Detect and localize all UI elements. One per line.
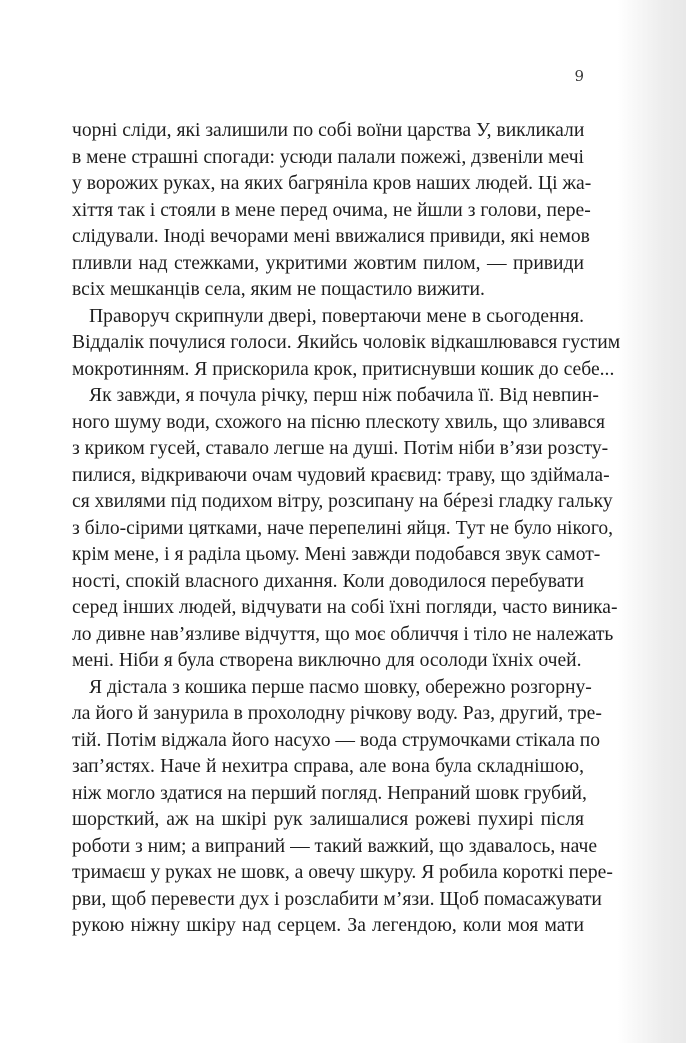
text-line: ся хвилями під подихом вітру, розсипану на бéрезі гладку гальку <box>72 491 613 512</box>
text-line: рукою ніжну шкіру над серцем. За легендою, коли моя мати <box>72 915 584 936</box>
text-line: Як завжди, я почула річку, перш ніж побачила її. Від невпин- <box>89 385 599 406</box>
text-line: всіх мешканців села, яким не пощастило вижити. <box>72 279 485 300</box>
text-line: з біло-сірими цятками, наче перепелині яйця. Тут не було нікого, <box>72 517 614 539</box>
text-line: роботи з ним; а випраний — такий важкий, що здавалось, наче <box>72 835 598 857</box>
text-line: ності, спокій власного дихання. Коли доводилося перебувати <box>72 570 584 592</box>
text-line: крім мене, і я раділа цьому. Мені завжди подобався звук самот- <box>72 544 601 565</box>
text-line: серед інших людей, відчувати на собі їхні погляди, часто виника- <box>72 597 618 618</box>
text-line: тримаєш у руках не шовк, а овечу шкуру. Я робила короткі пере- <box>72 862 613 883</box>
text-line: шорсткий, аж на шкірі рук залишалися рожеві пухирі після <box>72 809 584 830</box>
text-line: рви, щоб перевести дух і розслабити м’язи. Щоб помасажувати <box>72 888 602 910</box>
text-line: ніж могло здатися на перший погляд. Непраний шовк грубий, <box>72 782 587 804</box>
text-line: пливли над стежками, укритими жовтим пилом, — привиди <box>72 252 584 274</box>
text-line: в мене страшні спогади: усюди палали пожежі, дзвеніли мечі <box>72 146 584 168</box>
text-line: ло дивне нав’язливе відчуття, що моє обличчя і тіло не належать <box>72 623 614 645</box>
text-line: Праворуч скрипнули двері, повертаючи мене в сьогодення. <box>89 305 584 327</box>
text-line: з криком гусей, ставало легше на душі. Потім ніби в’язи розсту- <box>72 438 609 459</box>
paragraph <box>72 383 618 675</box>
text-line: ла його й занурила в прохолодну річкову воду. Раз, другий, тре- <box>72 703 602 724</box>
text-line: хіття так і стояли в мене перед очима, не йшли з голови, пере- <box>72 199 591 221</box>
text-line: слідували. Іноді вечорами мені ввижалися привиди, які немов <box>72 226 590 247</box>
text-line: Я дістала з кошика перше пасмо шовку, обережно розгорну- <box>89 676 592 698</box>
text-line: мокротинням. Я прискорила крок, притиснувши кошик до себе... <box>72 358 615 380</box>
text-line: Віддалік почулися голоси. Якийсь чоловік відкашлювався густим <box>72 332 621 353</box>
body-text <box>72 118 621 940</box>
page-number: 9 <box>574 67 584 85</box>
text-line: ного шуму води, схожого на пісню плескоту хвиль, що зливався <box>72 411 606 433</box>
paragraph <box>72 118 592 304</box>
text-line: у ворожих руках, на яких багряніла кров наших людей. Ці жа- <box>72 173 592 194</box>
paragraph <box>72 675 613 940</box>
text-line: зап’ястях. Наче й нехитра справа, але вона була складнішою, <box>72 756 584 777</box>
text-line: чорні сліди, які залишили по собі воїни царства У, викликали <box>72 120 585 141</box>
text-line: пилися, відкриваючи очам чудовий краєвид: траву, що здіймала- <box>72 464 610 486</box>
text-line: мені. Ніби я була створена виключно для осолоди їхніх очей. <box>72 650 582 671</box>
paragraph <box>72 304 621 384</box>
text-line: тій. Потім віджала його насухо — вода струмочками стікала по <box>72 729 601 751</box>
